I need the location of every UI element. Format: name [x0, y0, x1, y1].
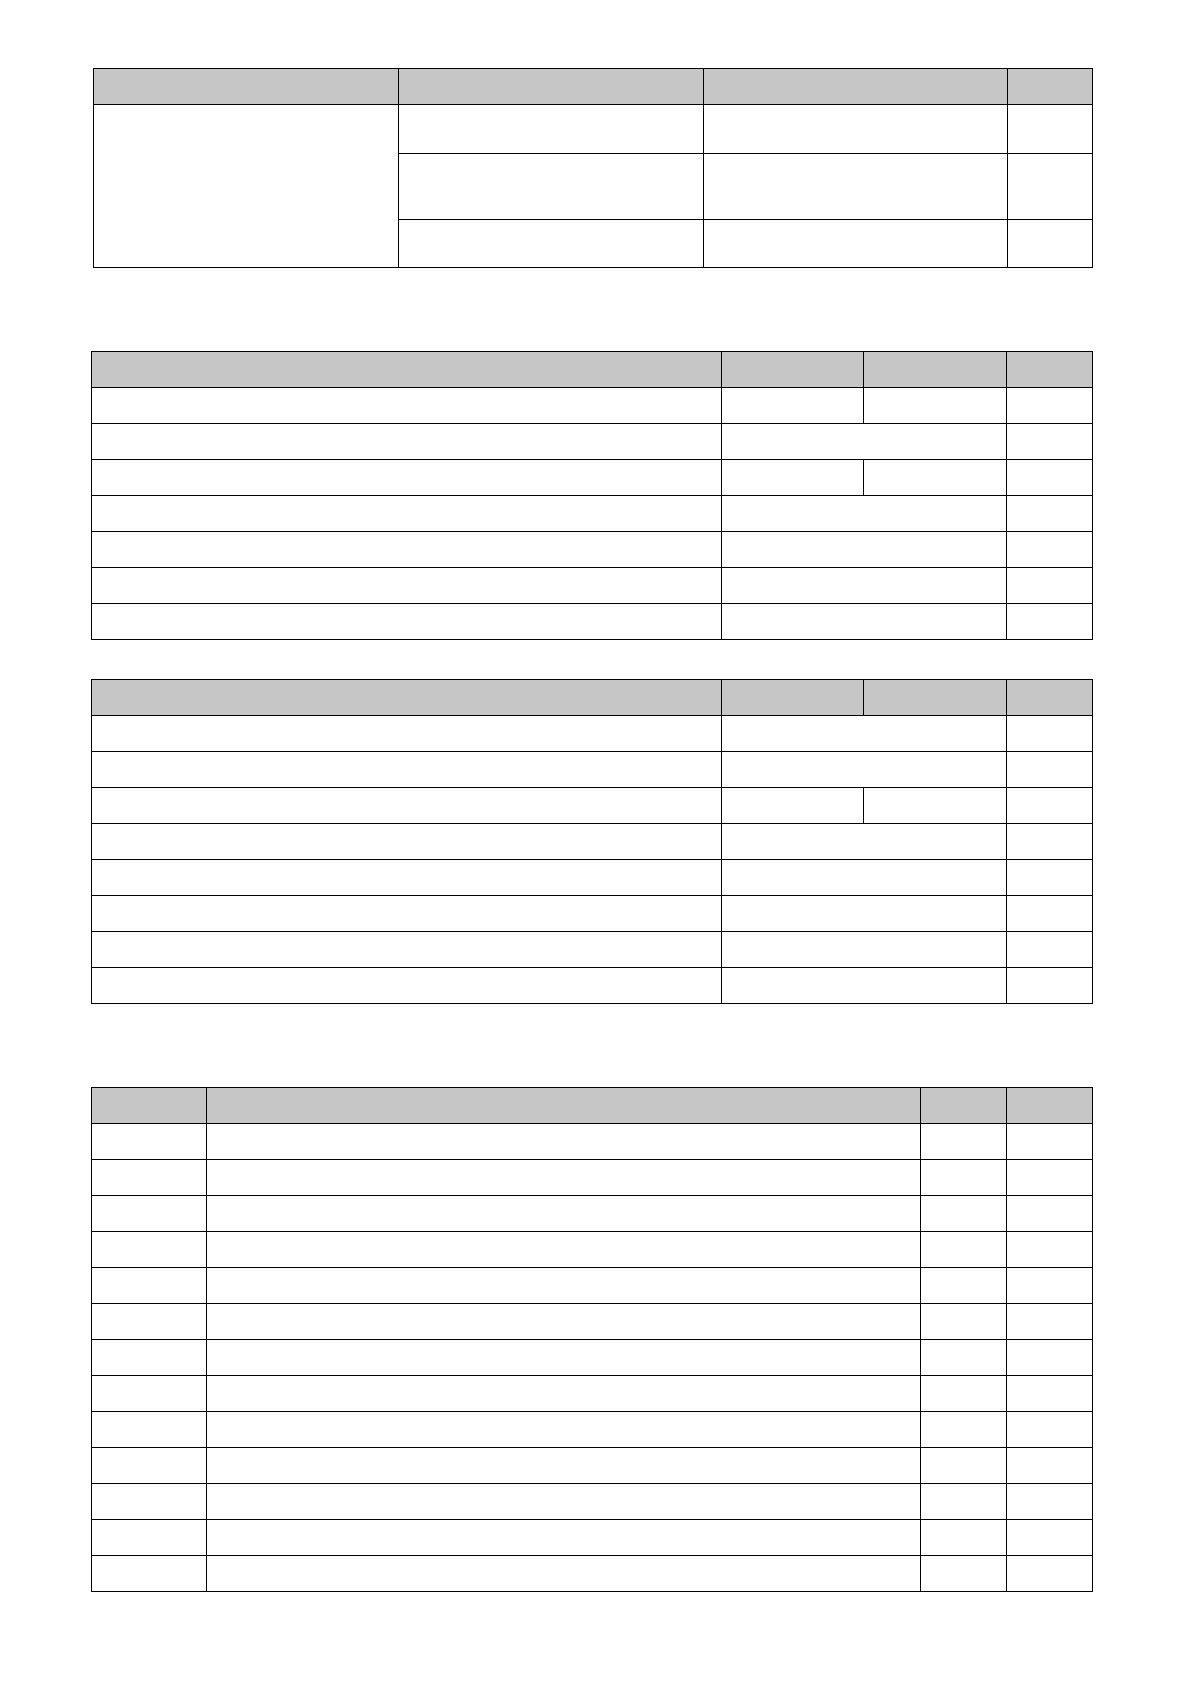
table-cell — [921, 1484, 1007, 1520]
table-cell — [704, 220, 1008, 268]
table-cell — [1007, 1160, 1093, 1196]
table-row — [92, 460, 1093, 496]
table-cell — [722, 824, 1007, 860]
table-cell — [207, 1304, 921, 1340]
table-cell — [1007, 388, 1093, 424]
table-cell — [92, 568, 722, 604]
table-cell — [207, 1520, 921, 1556]
table-cell — [864, 460, 1007, 496]
header-cell — [92, 352, 722, 388]
table-row — [92, 496, 1093, 532]
table-cell — [1008, 154, 1093, 220]
table-row — [92, 1160, 1093, 1196]
table-row — [92, 824, 1093, 860]
table-cell — [921, 1196, 1007, 1232]
table-cell — [921, 1448, 1007, 1484]
table-cell — [207, 1232, 921, 1268]
header-cell — [1007, 352, 1093, 388]
table-row — [92, 1304, 1093, 1340]
table-row — [92, 1196, 1093, 1232]
table-cell — [1007, 788, 1093, 824]
table-cell — [1007, 424, 1093, 460]
table-row — [92, 424, 1093, 460]
table-cell — [92, 532, 722, 568]
table-cell — [1007, 932, 1093, 968]
table-cell — [1007, 532, 1093, 568]
header-cell — [1008, 69, 1093, 105]
form-table-2 — [91, 351, 1093, 640]
table-cell — [92, 1340, 207, 1376]
table-cell — [921, 1340, 1007, 1376]
table-cell — [722, 496, 1007, 532]
table-cell — [92, 860, 722, 896]
table-cell — [207, 1412, 921, 1448]
table-cell — [1007, 1196, 1093, 1232]
header-cell — [1007, 680, 1093, 716]
table-cell — [207, 1160, 921, 1196]
table-cell — [921, 1412, 1007, 1448]
table-row — [92, 752, 1093, 788]
table-cell — [92, 388, 722, 424]
table-row — [92, 532, 1093, 568]
table-cell — [1007, 752, 1093, 788]
table-cell — [92, 1160, 207, 1196]
table-cell — [92, 788, 722, 824]
table-cell — [207, 1124, 921, 1160]
table-cell — [92, 968, 722, 1004]
table-cell — [921, 1268, 1007, 1304]
table-cell — [92, 716, 722, 752]
table-cell — [207, 1448, 921, 1484]
table-cell — [921, 1304, 1007, 1340]
table-header-row — [92, 1088, 1093, 1124]
table-cell — [92, 824, 722, 860]
table-cell — [1007, 496, 1093, 532]
table-cell — [92, 1376, 207, 1412]
table-cell — [1007, 1340, 1093, 1376]
table-cell — [1007, 716, 1093, 752]
table-cell — [1007, 896, 1093, 932]
table-row — [92, 388, 1093, 424]
table-cell — [207, 1484, 921, 1520]
table-cell — [722, 604, 1007, 640]
table-cell — [1007, 1268, 1093, 1304]
table-cell — [722, 788, 864, 824]
table-row — [92, 1340, 1093, 1376]
table-cell — [92, 1484, 207, 1520]
table-header-row — [92, 352, 1093, 388]
table-cell — [1007, 860, 1093, 896]
table-row — [92, 932, 1093, 968]
table-row — [92, 716, 1093, 752]
table-cell — [1007, 604, 1093, 640]
header-cell — [864, 680, 1007, 716]
table-cell — [92, 752, 722, 788]
table-cell — [722, 460, 864, 496]
table-cell — [92, 896, 722, 932]
table-cell — [1007, 460, 1093, 496]
table-cell — [722, 896, 1007, 932]
table-row — [92, 1520, 1093, 1556]
table-cell — [722, 568, 1007, 604]
table-cell — [92, 1196, 207, 1232]
table-cell — [92, 1268, 207, 1304]
table-cell — [399, 105, 704, 154]
table-cell — [1007, 1124, 1093, 1160]
table-row — [92, 1484, 1093, 1520]
table-cell — [722, 860, 1007, 896]
table-cell — [722, 968, 1007, 1004]
table-cell — [1007, 1376, 1093, 1412]
table-cell — [92, 1232, 207, 1268]
table-cell — [92, 1520, 207, 1556]
table-cell — [207, 1268, 921, 1304]
header-cell — [722, 352, 864, 388]
table-header-row — [94, 69, 1093, 105]
table-cell — [1008, 220, 1093, 268]
table-row — [92, 1448, 1093, 1484]
table-cell — [722, 716, 1007, 752]
header-cell — [722, 680, 864, 716]
table-cell — [207, 1376, 921, 1412]
table-cell — [92, 460, 722, 496]
table-row — [92, 1412, 1093, 1448]
table-cell — [92, 1124, 207, 1160]
table-row — [92, 568, 1093, 604]
table-row — [92, 860, 1093, 896]
header-cell — [92, 680, 722, 716]
table-cell — [921, 1556, 1007, 1592]
table-cell — [921, 1376, 1007, 1412]
table-cell — [92, 424, 722, 460]
table-header-row — [92, 680, 1093, 716]
table-cell — [921, 1232, 1007, 1268]
header-cell — [864, 352, 1007, 388]
table-cell — [207, 1556, 921, 1592]
table-cell — [207, 1340, 921, 1376]
table-cell — [722, 932, 1007, 968]
table-cell — [92, 1556, 207, 1592]
table-cell — [1007, 968, 1093, 1004]
header-cell — [94, 69, 399, 105]
table-row — [92, 604, 1093, 640]
table-cell — [921, 1124, 1007, 1160]
group-label-cell — [94, 105, 399, 268]
table-cell — [722, 752, 1007, 788]
table-row — [92, 968, 1093, 1004]
table-cell — [399, 154, 704, 220]
table-cell — [92, 496, 722, 532]
table-row — [92, 896, 1093, 932]
table-cell — [92, 1412, 207, 1448]
table-cell — [207, 1196, 921, 1232]
table-cell — [1007, 1556, 1093, 1592]
table-cell — [1007, 1484, 1093, 1520]
table-cell — [722, 424, 1007, 460]
table-cell — [864, 388, 1007, 424]
table-cell — [1008, 105, 1093, 154]
header-cell — [1007, 1088, 1093, 1124]
header-cell — [207, 1088, 921, 1124]
table-cell — [722, 532, 1007, 568]
form-table-1 — [93, 68, 1093, 268]
table-cell — [722, 388, 864, 424]
header-cell — [704, 69, 1008, 105]
table-row — [92, 1232, 1093, 1268]
table-row — [92, 788, 1093, 824]
form-table-3 — [91, 679, 1093, 1004]
table-cell — [1007, 1304, 1093, 1340]
table-row — [92, 1556, 1093, 1592]
table-cell — [92, 1304, 207, 1340]
table-cell — [92, 1448, 207, 1484]
table-cell — [921, 1520, 1007, 1556]
table-cell — [1007, 1448, 1093, 1484]
table-cell — [864, 788, 1007, 824]
table-cell — [921, 1160, 1007, 1196]
table-row — [94, 105, 1093, 154]
table-cell — [1007, 1412, 1093, 1448]
table-cell — [704, 105, 1008, 154]
form-table-4 — [91, 1087, 1093, 1592]
table-cell — [399, 220, 704, 268]
table-row — [92, 1268, 1093, 1304]
table-cell — [704, 154, 1008, 220]
table-row — [92, 1124, 1093, 1160]
header-cell — [399, 69, 704, 105]
header-cell — [92, 1088, 207, 1124]
table-row — [92, 1376, 1093, 1412]
table-cell — [92, 932, 722, 968]
table-cell — [1007, 1232, 1093, 1268]
table-cell — [92, 604, 722, 640]
table-cell — [1007, 568, 1093, 604]
table-cell — [1007, 1520, 1093, 1556]
header-cell — [921, 1088, 1007, 1124]
table-cell — [1007, 824, 1093, 860]
